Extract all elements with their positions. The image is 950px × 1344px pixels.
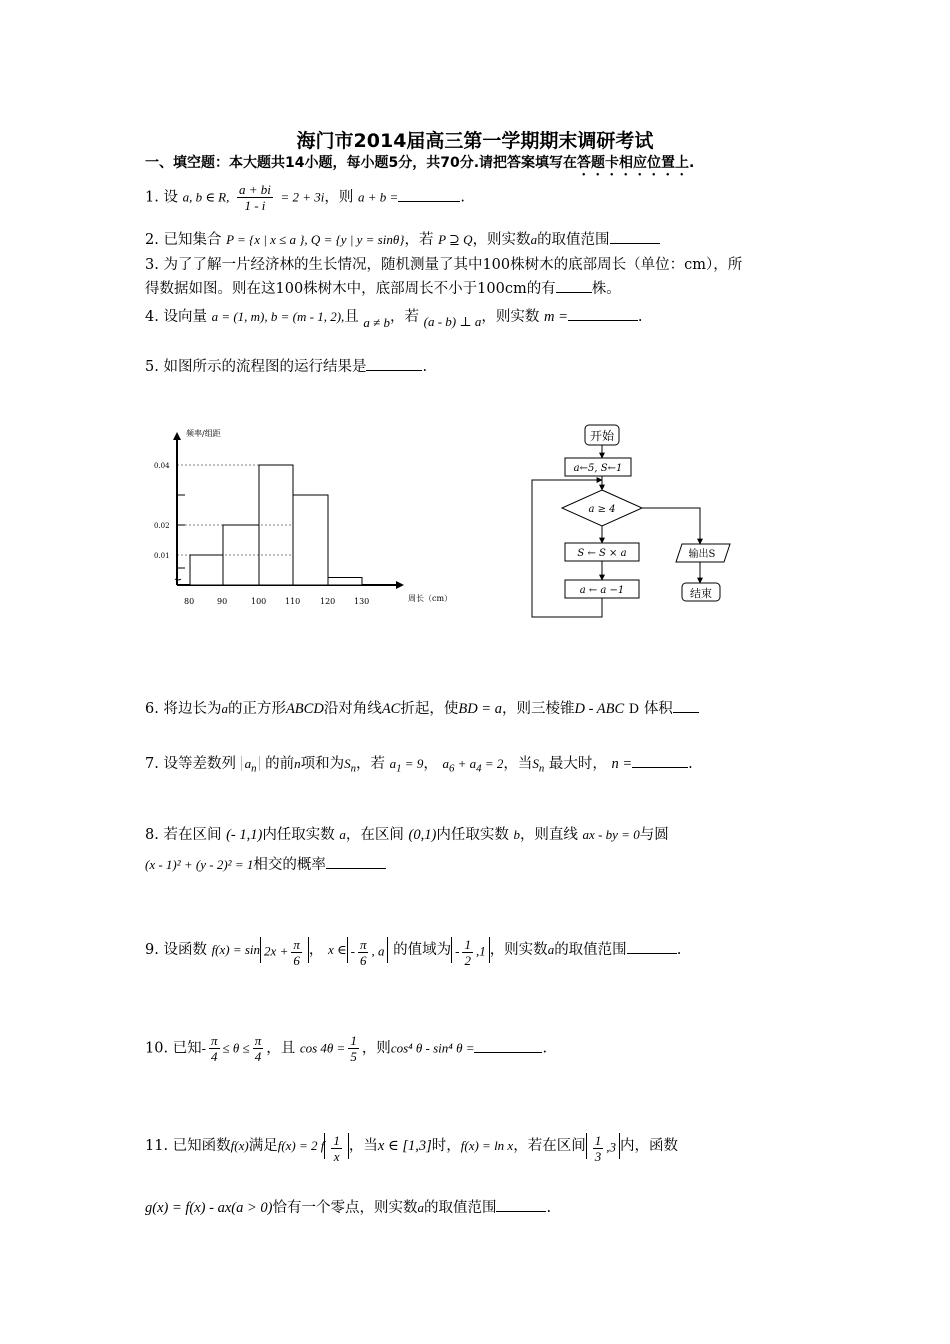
flow-end-label: 结束 <box>690 587 712 600</box>
y-axis-arrow <box>173 432 181 440</box>
flow-arrow <box>642 508 700 544</box>
q1-target: a + b = <box>358 189 399 205</box>
q4-vectors: a = (1, m), b = (m - 1, 2), <box>211 309 345 324</box>
question-10 <box>145 1033 547 1064</box>
section-heading-dotted: 答题卡相应位置上 <box>577 155 690 171</box>
q7-text: ，若 <box>356 756 386 772</box>
x-axis-arrow <box>396 581 404 589</box>
histogram-bar <box>259 465 293 585</box>
q10-cos: cos 4θ = <box>299 1040 346 1056</box>
q9-domain: x ∈ <box>327 942 347 957</box>
q9-text: 的取值范围 <box>554 942 627 958</box>
q6-diagonal: AC <box>381 701 401 717</box>
q11-text: 满足 <box>248 1138 278 1154</box>
q7-a1-eq: = 9 <box>404 756 424 771</box>
q7-target: n = <box>611 756 633 772</box>
q6-square: ABCD <box>285 701 324 717</box>
y-tick-label: 0.04 <box>154 462 170 470</box>
q3-unit: 株。 <box>591 281 621 297</box>
q8-text: 内任取实数 <box>262 827 335 843</box>
q1-equation: = 2 + 3i <box>280 189 325 205</box>
q9-var: a <box>547 942 555 957</box>
q11-var: a <box>417 1200 424 1215</box>
q2-prefix: 2. 已知集合 <box>145 232 222 248</box>
question-8-line1 <box>145 823 669 844</box>
histogram-bar <box>190 555 223 585</box>
question-8-line2 <box>145 853 386 874</box>
q5-answer-blank[interactable] <box>366 370 422 371</box>
flow-condition-label: a ≥ 4 <box>588 504 616 515</box>
q11-text: 的取值范围 <box>423 1200 497 1216</box>
q7-prefix: 7. 设等差数列 <box>145 756 236 772</box>
q7-a1 <box>389 756 424 775</box>
q11-answer-blank[interactable] <box>496 1211 546 1212</box>
q11-text: ，若在区间 <box>513 1138 586 1154</box>
q2-condition: P ⊇ Q <box>438 232 473 247</box>
q8-line: ax - by = 0 <box>582 827 640 842</box>
q7-sn <box>344 756 357 775</box>
x-tick-label: 120 <box>320 597 336 606</box>
q9-pi6 <box>291 937 302 968</box>
question-6 <box>145 697 699 718</box>
q6-prefix: 6. 将边长为 <box>145 701 222 717</box>
q10-one: 1 <box>350 1033 357 1048</box>
q9-minus: - <box>455 943 460 959</box>
q7-end: . <box>688 756 693 772</box>
q1-prefix: 1. 设 <box>145 189 178 206</box>
q7-a6-var: a <box>442 756 449 771</box>
q7-a4-sub: 4 <box>476 762 482 775</box>
flow-init-label: a←5, S←1 <box>573 463 623 474</box>
q8-text: 内任取实数 <box>436 827 509 843</box>
q11-arg <box>324 1133 349 1164</box>
q4-and: 且 <box>344 309 359 325</box>
q2-sets: P = {x | x ≤ a }, Q = {y | y = sinθ} <box>226 232 405 247</box>
page-title: 海门市2014届高三第一学期期末调研考试 <box>296 130 654 152</box>
histogram-bar <box>328 578 362 586</box>
q9-pi: π <box>293 937 300 952</box>
q8-text: 相交的概率 <box>253 857 326 873</box>
q7-sequence <box>241 756 261 775</box>
q1-fraction <box>237 182 273 213</box>
q7-answer-blank[interactable] <box>632 767 688 768</box>
q3-text: 得数据如图。则在这100株树木中，底部周长不小于100cm的有 <box>145 281 556 297</box>
q7-a1-var: a <box>389 756 397 771</box>
q11-func: f(x) <box>230 1138 249 1153</box>
q9-text: 的值域为 <box>393 942 452 958</box>
q9-six: 6 <box>359 953 367 968</box>
q2-if: ，若 <box>404 232 434 248</box>
q2-answer-blank[interactable] <box>610 243 660 244</box>
q11-text: ，当 <box>348 1138 378 1154</box>
q8-text: ，则直线 <box>519 827 578 843</box>
x-tick-label: 130 <box>354 597 370 606</box>
q4-neq: a ≠ b <box>363 315 391 330</box>
q10-pi4b <box>253 1033 264 1064</box>
q7-sn2 <box>532 756 545 775</box>
section-heading <box>145 152 694 179</box>
q7-text: 项和为 <box>300 756 345 772</box>
q10-fifth <box>348 1033 359 1064</box>
q11-one: 1 <box>333 1133 340 1148</box>
histogram-bar <box>293 495 328 585</box>
q10-minus: - <box>201 1040 207 1056</box>
q9-minus: - <box>350 943 355 959</box>
q9-prefix: 9. 设函数 <box>145 942 207 958</box>
question-4 <box>145 305 643 330</box>
q8-var-a: a <box>339 827 346 842</box>
q7-s2-sub: n <box>538 762 545 775</box>
q8-answer-blank[interactable] <box>326 868 386 869</box>
q7-seq-sub: n <box>251 762 257 775</box>
histogram-chart <box>140 420 460 620</box>
q11-relation: f(x) = 2 f <box>277 1138 325 1153</box>
y-tick-label: 0.02 <box>154 522 170 530</box>
q4-perp: (a - b) ⊥ a <box>423 314 482 329</box>
q11-domain: x ∈ [1,3] <box>377 1138 432 1154</box>
q8-circle: (x - 1)² + (y - 2)² = 1 <box>145 857 254 872</box>
question-2 <box>145 228 660 249</box>
q4-if: ，若 <box>390 309 420 325</box>
q1-answer-blank[interactable] <box>398 201 460 202</box>
q6-var-a: a <box>221 701 228 716</box>
q6-pyramid: D - ABC <box>574 701 625 717</box>
q2-var: a <box>530 232 538 247</box>
question-3-line2 <box>145 277 621 298</box>
q9-text: ， <box>308 942 324 958</box>
q9-func: f(x) = sin <box>211 942 261 957</box>
q4-target: m = <box>543 309 568 325</box>
question-11-line1 <box>145 1133 678 1164</box>
q9-half <box>462 937 473 968</box>
q7-a6a4 <box>442 756 504 775</box>
q7-n: n <box>294 756 301 771</box>
q4-end: . <box>637 309 643 325</box>
q1-domain: a, b ∈ R, <box>182 189 230 205</box>
q10-answer-blank[interactable] <box>474 1052 542 1053</box>
q1-numerator: a + bi <box>239 182 271 197</box>
x-tick-label: 90 <box>217 597 228 606</box>
q6-text: 折起，使 <box>400 701 459 717</box>
q9-end: . <box>676 942 682 958</box>
q11-third <box>593 1133 604 1164</box>
q6-text: 体积 <box>643 701 673 717</box>
q11-three: 3 <box>594 1149 602 1164</box>
q9-pi: π <box>359 937 367 952</box>
y-axis-label: 频率/组距 <box>186 429 221 438</box>
q6-answer-blank[interactable] <box>673 712 699 713</box>
q7-text: 最大时， <box>548 756 607 772</box>
flow-start-label: 开始 <box>589 429 615 443</box>
q8-interval-2: (0,1) <box>408 827 437 843</box>
q6-extra: D <box>628 702 640 717</box>
q1-end: . <box>460 189 465 206</box>
q9-interval <box>347 937 389 968</box>
q7-text: 的前 <box>265 756 295 772</box>
q7-seq-a: a <box>244 756 252 771</box>
q11-g: g(x) = f(x) - ax(a > 0) <box>145 1200 273 1216</box>
q7-text: ， <box>423 756 438 772</box>
q9-one-upper: ,1 <box>475 943 486 959</box>
q11-end: . <box>546 1200 552 1216</box>
q2-range: 的取值范围 <box>537 232 610 248</box>
q10-expr: cos⁴ θ - sin⁴ θ = <box>390 1040 475 1056</box>
q8-text: ，在区间 <box>345 827 404 843</box>
q10-ineq: ≤ θ ≤ <box>222 1040 250 1056</box>
q11-x: x <box>333 1149 340 1164</box>
q9-pi6b <box>358 937 369 968</box>
q10-text: ，则 <box>361 1040 391 1057</box>
q9-arg-text: 2x + <box>264 943 289 959</box>
q9-one: 1 <box>464 937 471 952</box>
q9-a: , a <box>371 943 385 959</box>
q11-ln: f(x) = ln x <box>460 1138 514 1153</box>
q10-end: . <box>542 1040 548 1057</box>
q9-range <box>451 937 490 968</box>
q7-a6-sub: 6 <box>448 762 455 775</box>
q7-a1-sub: 1 <box>396 762 402 775</box>
question-11-line2 <box>145 1196 551 1217</box>
q11-prefix: 11. 已知函数 <box>145 1138 231 1154</box>
q10-four: 4 <box>254 1049 262 1064</box>
y-tick-label: 0.01 <box>154 552 170 560</box>
q7-plus: + a <box>457 756 477 771</box>
question-1 <box>145 182 465 213</box>
q11-text: 内，函数 <box>619 1138 678 1154</box>
q8-text: 与圆 <box>639 827 669 843</box>
x-tick-label: 80 <box>184 597 195 606</box>
q5-text: 5. 如图所示的流程图的运行结果是 <box>145 359 367 375</box>
q7-s: S <box>344 756 351 771</box>
q11-text: 恰有一个零点，则实数 <box>272 1200 418 1216</box>
x-tick-label: 100 <box>251 597 267 606</box>
q11-upper: ,3 <box>606 1139 616 1155</box>
q10-pi4 <box>209 1033 220 1064</box>
q10-five: 5 <box>350 1049 357 1064</box>
q7-eq: = 2 <box>484 756 504 771</box>
section-heading-end: . <box>689 155 695 171</box>
flow-decrement-label: a ← a −1 <box>579 585 625 596</box>
flow-multiply-label: S ← S × a <box>577 548 627 559</box>
q11-one: 1 <box>594 1133 602 1148</box>
q9-answer-blank[interactable] <box>627 953 677 954</box>
q10-prefix: 10. 已知 <box>145 1040 202 1057</box>
q8-prefix: 8. 若在区间 <box>145 827 222 843</box>
question-5 <box>145 355 427 376</box>
q9-two: 2 <box>464 953 471 968</box>
q7-text: ，当 <box>503 756 533 772</box>
q6-text: 的正方形 <box>227 701 286 717</box>
q4-answer-blank[interactable] <box>568 320 638 321</box>
q9-six: 6 <box>293 953 300 968</box>
flow-output-label: 输出S <box>688 549 716 560</box>
q10-text: ，且 <box>266 1040 296 1057</box>
q6-text: 沿对角线 <box>323 701 382 717</box>
q5-end: . <box>422 359 428 375</box>
q1-then: ，则 <box>324 189 354 206</box>
q11-onex <box>331 1133 342 1164</box>
q8-interval-1: (- 1,1) <box>226 827 263 843</box>
q9-text: ，则实数 <box>489 942 548 958</box>
q7-s2: S <box>532 756 539 771</box>
q4-prefix: 4. 设向量 <box>145 309 207 325</box>
section-heading-text: 一、填空题：本大题共14小题，每小题5分，共70分.请把答案填写在 <box>145 155 578 171</box>
q6-text: ，则三棱锥 <box>501 701 575 717</box>
q2-then: ，则实数 <box>472 232 531 248</box>
q10-four: 4 <box>211 1049 218 1064</box>
q11-text: 时， <box>431 1138 461 1154</box>
q6-condition: BD = a <box>458 701 502 717</box>
q3-answer-blank[interactable] <box>556 292 592 293</box>
q11-interval <box>586 1133 620 1164</box>
q9-arg <box>260 937 309 968</box>
flowchart <box>520 420 770 630</box>
question-3-line1: 3. 为了了解一片经济林的生长情况，随机测量了其中100株树木的底部周长（单位：cm），所 <box>145 257 743 273</box>
q7-s-sub: n <box>350 762 357 775</box>
q4-then: ，则实数 <box>481 309 540 325</box>
x-tick-label: 110 <box>285 597 301 606</box>
q10-pi: π <box>254 1033 262 1048</box>
q1-denominator: 1 - i <box>244 198 266 213</box>
question-9 <box>145 937 682 968</box>
x-axis-label: 周长（cm） <box>408 594 453 603</box>
question-7 <box>145 752 693 775</box>
q8-var-b: b <box>513 827 520 842</box>
q10-pi: π <box>211 1033 218 1048</box>
